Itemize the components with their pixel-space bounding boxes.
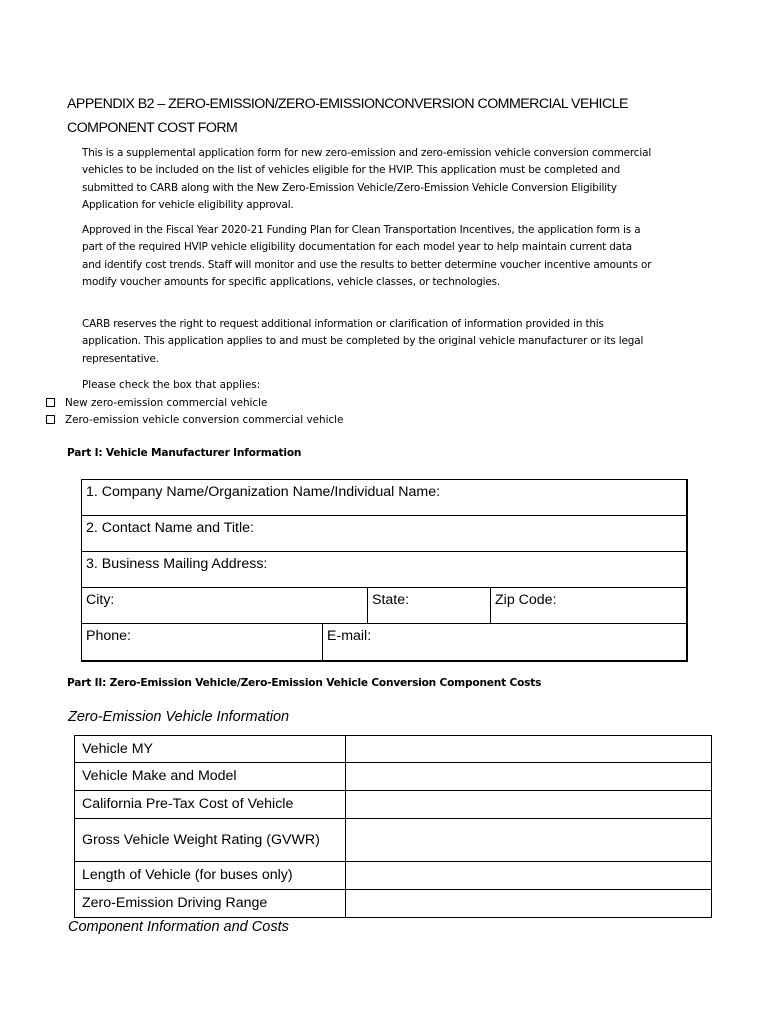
gvwr-input[interactable] (346, 819, 712, 862)
reservation-paragraph: CARB reserves the right to request additional information or clarification of information provided in this application. This application applies to and must be completed by the original vehicle manufacturer or its legal representative. (82, 318, 644, 365)
zev-conversion-label: Zero-emission vehicle conversion commercial vehicle (65, 413, 344, 426)
phone-email-divider (322, 624, 323, 660)
contact-name-label: 2. Contact Name and Title: (86, 520, 254, 536)
phone-email-row (82, 624, 686, 660)
part2-heading: Part II: Zero-Emission Vehicle/Zero-Emission Vehicle Conversion Component Costs (67, 677, 542, 689)
new-zev-checkbox[interactable] (46, 398, 55, 407)
pretax-cost-input[interactable] (346, 791, 712, 819)
table-row (75, 736, 712, 763)
intro-paragraph: This is a supplemental application form for new zero-emission and zero-emission vehicle conversion commercial vehicles to be included on the list of vehicles eligible for the HVIP. This application must be completed and submitted to CARB along with the New Zero-Emission Vehicle/Zero-Emission Vehicle Conversion Eligibility Application for vehicle eligibility approval. (82, 147, 652, 212)
driving-range-input[interactable] (346, 890, 712, 918)
table-row (75, 819, 712, 862)
company-name-label: 1. Company Name/Organization Name/Individual Name: (86, 484, 441, 500)
approval-paragraph: Approved in the Fiscal Year 2020-21 Funding Plan for Clean Transportation Incentives, the application form is a part of the required HVIP vehicle eligibility documentation for each model year to help maintain current data and identify cost trends. Staff will monitor and use the results to better determine voucher incentive amounts or modify voucher amounts for specific applications, vehicle classes, or technologies. (82, 224, 652, 289)
vehicle-length-input[interactable] (346, 862, 712, 890)
component-info-heading: Component Information and Costs (68, 919, 289, 935)
manufacturer-info-box (81, 479, 688, 662)
table-row (75, 763, 712, 791)
mailing-address-field[interactable] (82, 552, 686, 588)
table-row (75, 890, 712, 918)
email-label: E-mail: (327, 628, 372, 644)
zev-conversion-checkbox[interactable] (46, 415, 55, 424)
vehicle-my-label: Vehicle MY (75, 736, 346, 763)
table-row (75, 791, 712, 819)
form-title-line1: APPENDIX B2 – ZERO-EMISSION/ZERO-EMISSIONCONVERSION COMMERCIAL VEHICLE (67, 96, 628, 112)
vehicle-my-input[interactable] (346, 736, 712, 763)
company-name-field[interactable] (82, 480, 686, 516)
checkbox-prompt: Please check the box that applies: (82, 379, 261, 391)
mailing-address-label: 3. Business Mailing Address: (86, 556, 268, 572)
option-zev-conversion[interactable] (46, 411, 343, 428)
city-label: City: (86, 592, 115, 608)
contact-name-field[interactable] (82, 516, 686, 552)
option-new-zev[interactable] (46, 394, 267, 411)
city-state-zip-row (82, 588, 686, 624)
make-model-input[interactable] (346, 763, 712, 791)
table-row (75, 862, 712, 890)
vehicle-length-label: Length of Vehicle (for buses only) (75, 862, 346, 890)
vehicle-info-heading: Zero-Emission Vehicle Information (68, 709, 290, 725)
gvwr-label: Gross Vehicle Weight Rating (GVWR) (75, 819, 346, 862)
zip-label: Zip Code: (495, 592, 557, 608)
make-model-label: Vehicle Make and Model (75, 763, 346, 791)
state-zip-divider (490, 588, 491, 623)
driving-range-label: Zero-Emission Driving Range (75, 890, 346, 918)
pretax-cost-label: California Pre-Tax Cost of Vehicle (75, 791, 346, 819)
form-title-line2: COMPONENT COST FORM (67, 120, 238, 136)
vehicle-info-table (74, 735, 712, 918)
state-label: State: (372, 592, 410, 608)
part1-heading: Part I: Vehicle Manufacturer Information (67, 447, 302, 459)
new-zev-label: New zero-emission commercial vehicle (65, 396, 268, 409)
city-state-divider (367, 588, 368, 623)
phone-label: Phone: (86, 628, 131, 644)
form-title (67, 92, 687, 140)
